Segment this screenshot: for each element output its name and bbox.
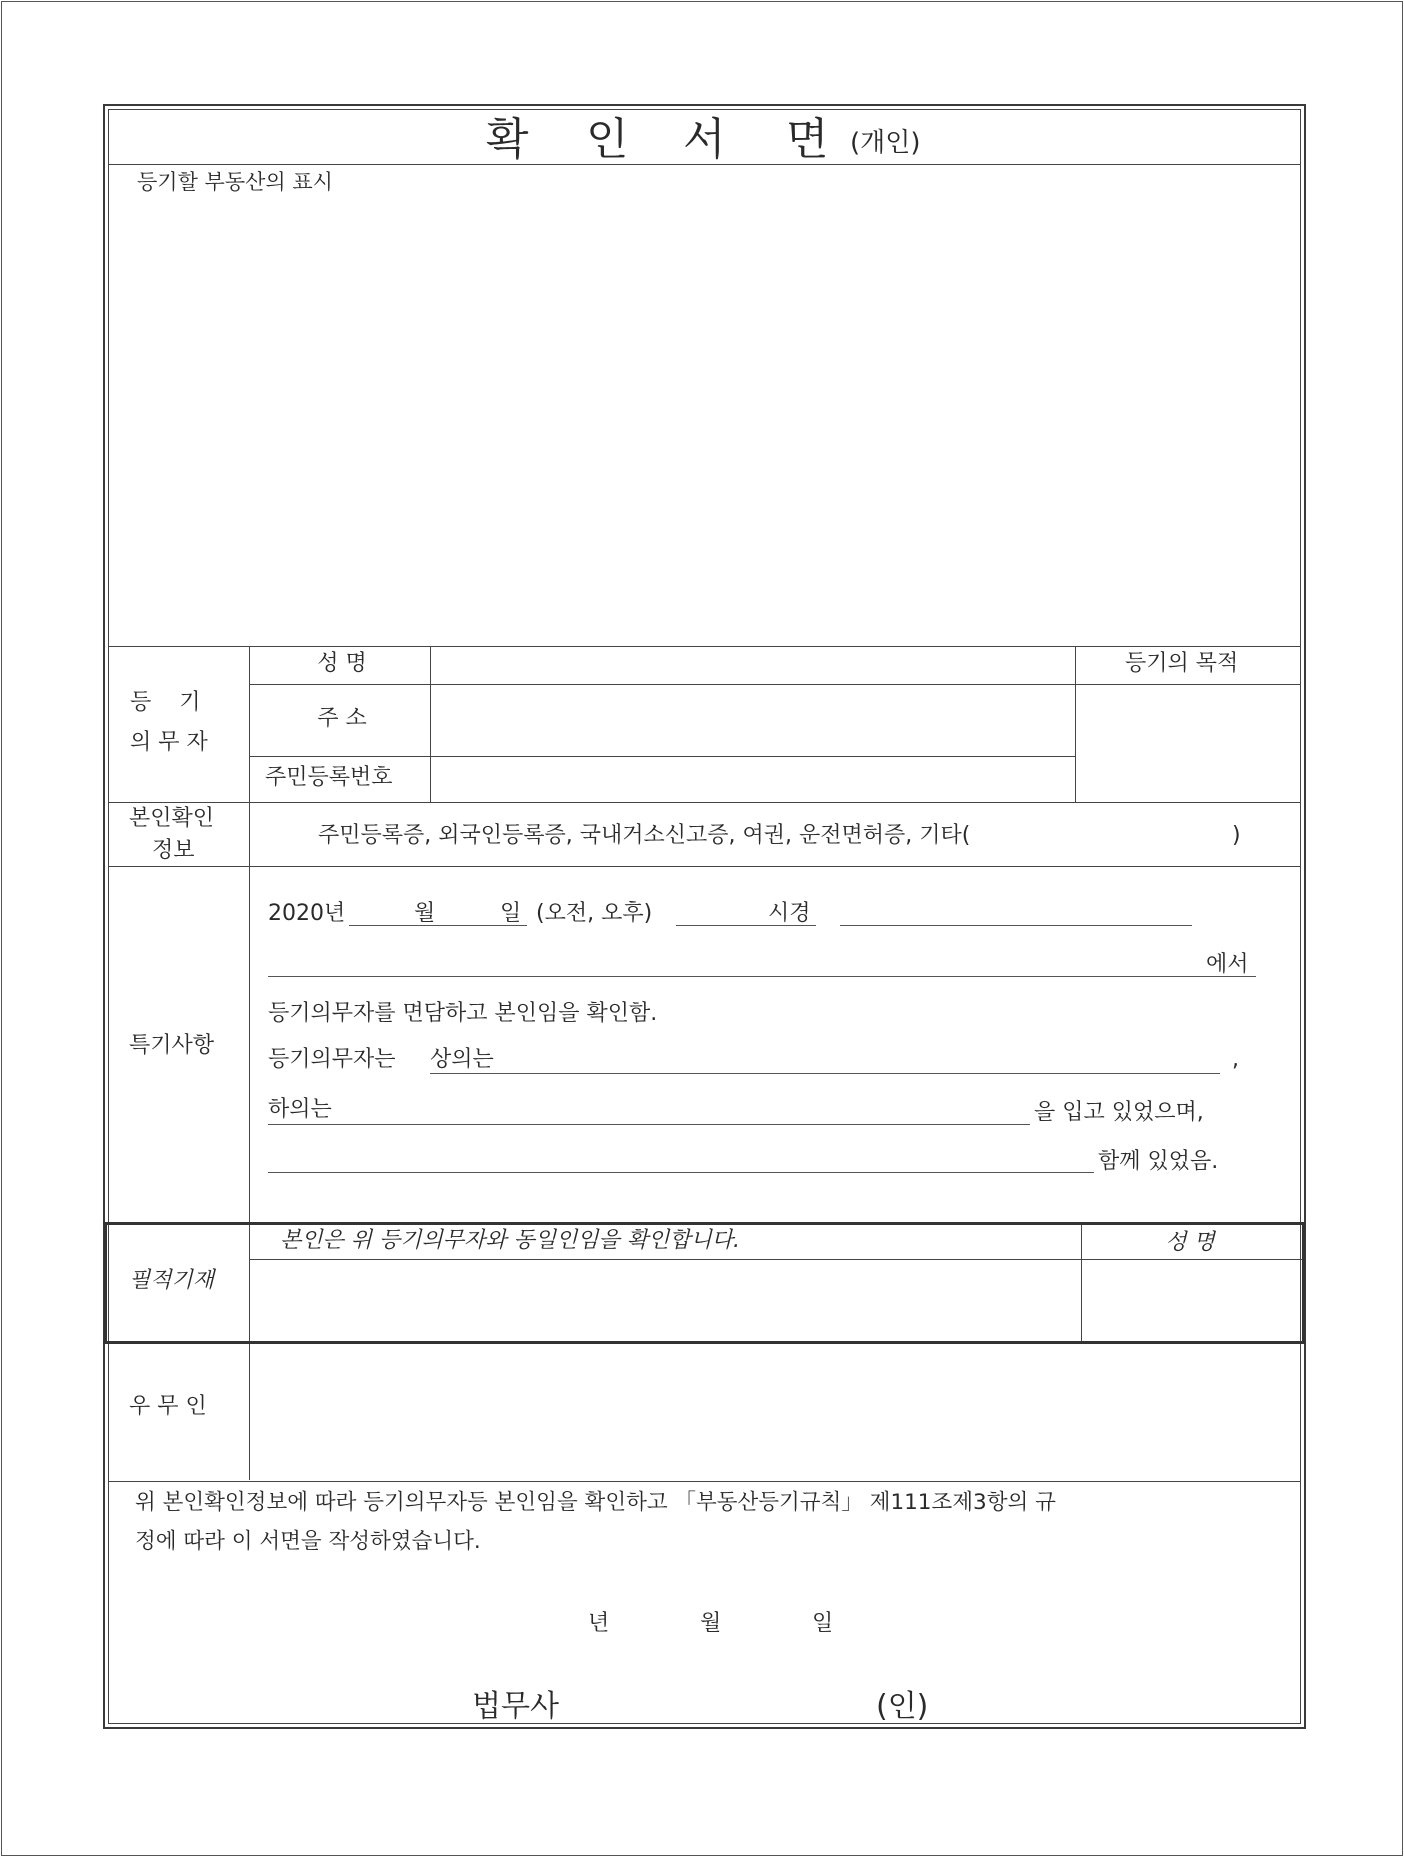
- handwriting-label: 필적기재: [129, 1268, 215, 1293]
- remarks-year: 2020년: [268, 901, 346, 926]
- obligor-name-line: [249, 684, 1301, 685]
- label-column-divider: [249, 646, 250, 1222]
- signature-seal: (인): [876, 1689, 929, 1724]
- remarks-place-underline: [268, 976, 1256, 977]
- purpose-input[interactable]: [1077, 686, 1300, 801]
- title-char-1: 확: [486, 114, 529, 165]
- handwriting-statement-line: [249, 1259, 1302, 1260]
- obligor-rrn-label: 주민등록번호: [265, 765, 393, 790]
- date-year: 년: [588, 1611, 610, 1636]
- handwriting-right-line: [1302, 1222, 1305, 1342]
- property-area[interactable]: [109, 200, 1299, 640]
- obligor-address-line: [249, 756, 1075, 757]
- thumbprint-area[interactable]: [252, 1346, 1298, 1478]
- remarks-day: 일: [500, 901, 522, 926]
- obligor-address-input[interactable]: [432, 686, 1073, 755]
- purpose-label: 등기의 목적: [1125, 651, 1239, 676]
- declaration-line1: 위 본인확인정보에 따라 등기의무자등 본인임을 확인하고 「부동산등기규칙」 제111조제3항의 규: [135, 1490, 1056, 1515]
- remarks-bottom-label: 하의는: [268, 1097, 332, 1122]
- remarks-top-underline: [430, 1073, 1220, 1074]
- remarks-ampm: (오전, 오후): [536, 901, 653, 926]
- declaration-line2: 정에 따라 이 서면을 작성하였습니다.: [135, 1529, 481, 1554]
- title-char-4: 면: [786, 114, 829, 165]
- handwriting-name-divider: [1081, 1225, 1082, 1341]
- remarks-line6-suffix: 함께 있었음.: [1098, 1149, 1219, 1174]
- remarks-place-input[interactable]: [268, 948, 1198, 975]
- date-month: 월: [700, 1611, 722, 1636]
- identity-options-close: ): [1232, 823, 1241, 848]
- identity-label-line1: 본인확인: [129, 806, 215, 831]
- handwriting-statement: 본인은 위 등기의무자와 동일인임을 확인합니다.: [280, 1228, 741, 1253]
- remarks-line4-prefix: 등기의무자는: [268, 1047, 396, 1072]
- remarks-line3: 등기의무자를 면담하고 본인임을 확인함.: [268, 1001, 658, 1026]
- identity-label-line2: 정보: [152, 838, 195, 863]
- remarks-companion-underline: [268, 1172, 1094, 1173]
- remarks-label: 특기사항: [129, 1033, 215, 1058]
- remarks-extra-underline: [840, 925, 1192, 926]
- remarks-place-suffix: 에서: [1206, 952, 1249, 977]
- identity-other-input[interactable]: [1110, 816, 1228, 854]
- signature-title: 법무사: [472, 1689, 559, 1724]
- handwriting-top-line: [103, 1222, 1306, 1225]
- handwriting-input[interactable]: [252, 1262, 1078, 1338]
- title-char-2: 인: [586, 114, 629, 165]
- signature-name-input[interactable]: [580, 1686, 860, 1722]
- obligor-name-label: 성 명: [317, 651, 367, 676]
- title-char-3: 서: [683, 114, 726, 165]
- identity-bottom-line: [108, 866, 1301, 867]
- identity-options: 주민등록증, 외국인등록증, 국내거소신고증, 여권, 운전면허증, 기타(: [318, 823, 971, 848]
- remarks-bottom-input[interactable]: [346, 1094, 1026, 1123]
- remarks-bottom-underline: [268, 1124, 1030, 1125]
- obligor-label-line1: 등 기: [130, 690, 201, 715]
- handwriting-left-line: [104, 1222, 107, 1342]
- obligor-label-line2: 의 무 자: [130, 730, 208, 755]
- obligor-name-input[interactable]: [432, 647, 1073, 683]
- obligor-bottom-line: [108, 802, 1301, 803]
- handwriting-name-input[interactable]: [1084, 1262, 1300, 1338]
- remarks-companion-input[interactable]: [268, 1142, 1092, 1171]
- obligor-field-divider: [430, 646, 431, 802]
- thumbprint-label: 우 무 인: [129, 1394, 207, 1419]
- remarks-top-input[interactable]: [510, 1044, 1218, 1072]
- remarks-line5-suffix: 을 입고 있었으며,: [1034, 1100, 1204, 1125]
- obligor-address-label: 주 소: [317, 706, 367, 731]
- remarks-line4-comma: ,: [1232, 1047, 1239, 1072]
- handwriting-bottom-line: [103, 1341, 1306, 1344]
- title-suffix: (개인): [850, 128, 921, 158]
- remarks-date-input[interactable]: [349, 898, 529, 924]
- remarks-top-label: 상의는: [430, 1047, 494, 1072]
- thumbprint-bottom-line: [108, 1481, 1301, 1482]
- purpose-divider: [1075, 646, 1076, 802]
- remarks-time: 시경: [768, 901, 811, 926]
- remarks-month: 월: [414, 901, 436, 926]
- thumbprint-divider: [249, 1344, 250, 1480]
- property-label: 등기할 부동산의 표시: [137, 170, 333, 194]
- title-divider: [108, 164, 1301, 165]
- handwriting-name-label: 성 명: [1165, 1230, 1215, 1255]
- obligor-rrn-input[interactable]: [432, 758, 1073, 801]
- handwriting-label-divider: [249, 1225, 250, 1341]
- date-day: 일: [812, 1611, 834, 1636]
